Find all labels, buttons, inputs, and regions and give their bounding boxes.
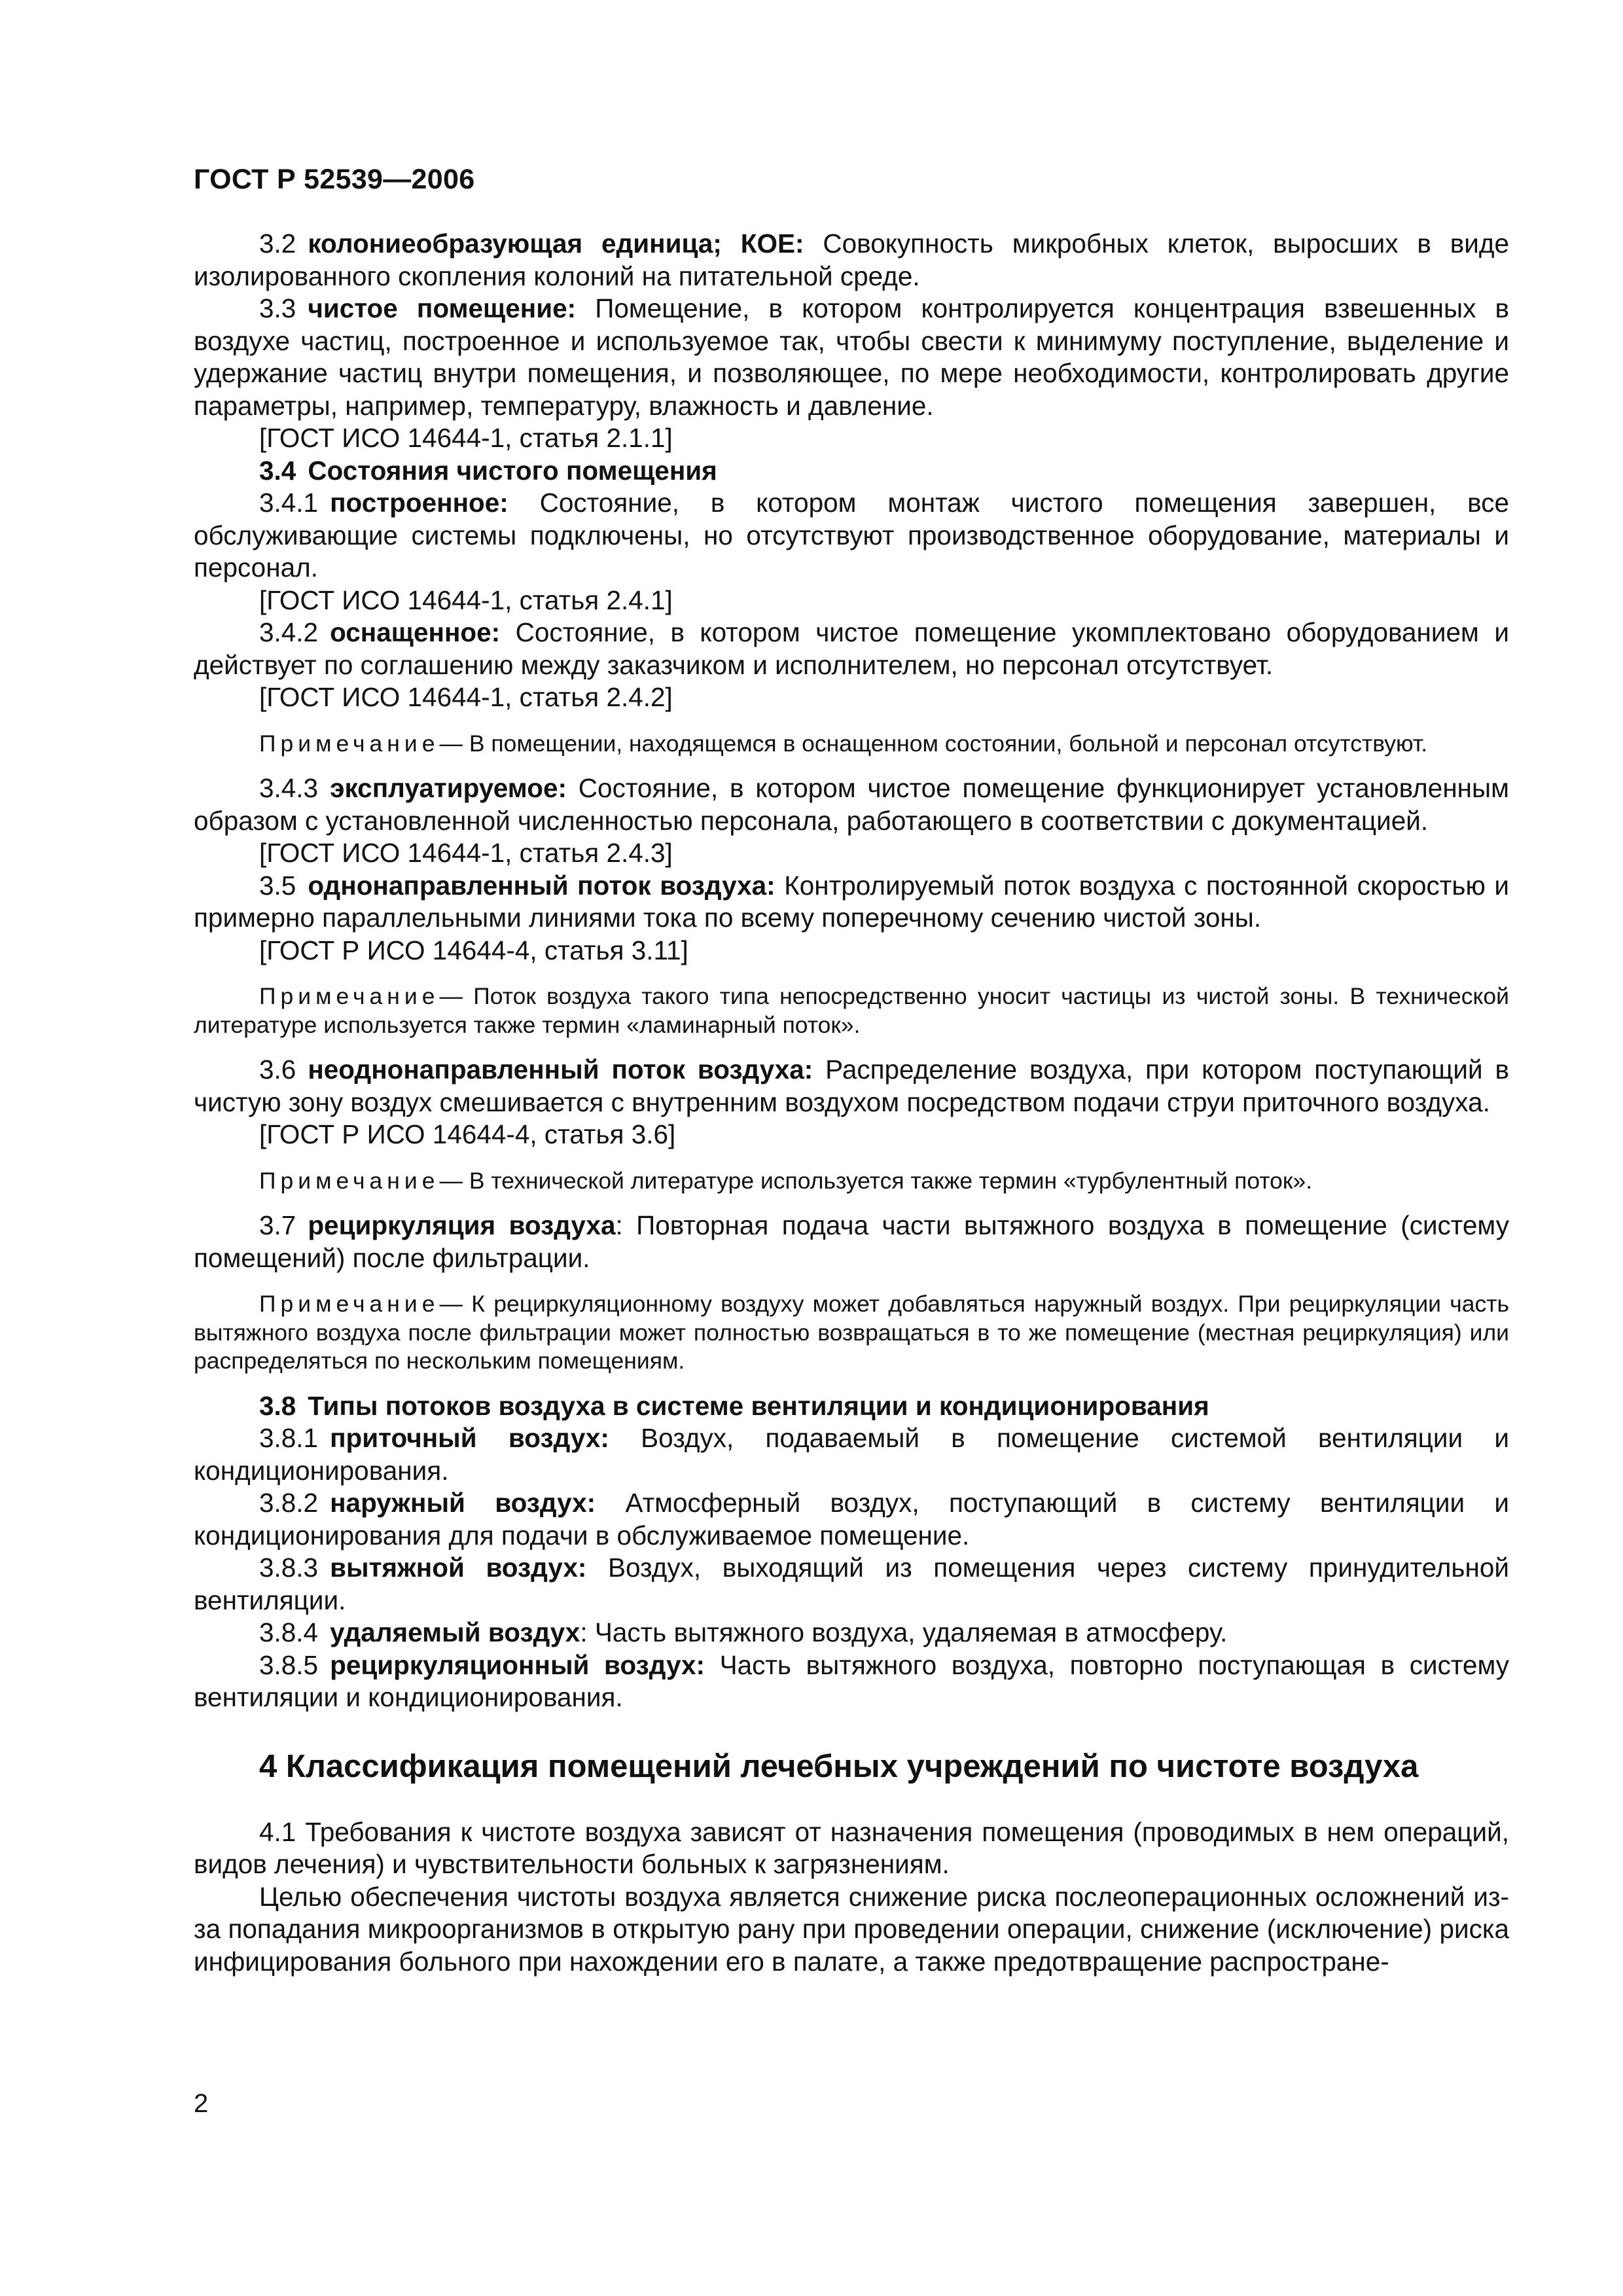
note-label: Примечание <box>259 1167 440 1194</box>
term: оснащенное: <box>330 617 501 647</box>
clause-heading-3-8: 3.8 Типы потоков воздуха в системе вентиляции и кондиционирования <box>259 1390 1209 1421</box>
clause-3-7: 3.7 рециркуляция воздуха: Повторная подача части вытяжного воздуха в помещение (систему помещений) после фильтрации. <box>194 1210 1509 1273</box>
term: вытяжной воздух: <box>330 1552 587 1583</box>
term: чистое помещение: <box>308 293 577 323</box>
term: эксплуатируемое: <box>330 773 567 803</box>
reference: [ГОСТ Р ИСО 14644-4, статья 3.11] <box>259 935 688 965</box>
note: Примечание— В помещении, находящемся в оснащенном состоянии, больной и персонал отсутствуют. <box>259 730 1428 757</box>
clause-3-8-1: 3.8.1 приточный воздух: Воздух, подаваемый в помещение системой вентиляции и кондиционирования. <box>194 1423 1510 1486</box>
note: Примечание— Поток воздуха такого типа непосредственно уносит частицы из чистой зоны. В технической литературе используется также термин «ламинарный поток». <box>194 983 1509 1038</box>
clause-3-4-1: 3.4.1 построенное: Состояние, в котором монтаж чистого помещения завершен, все обслуживающие системы подключены, но отсутствуют производственное оборудование, материалы и персонал. <box>194 488 1509 583</box>
clause-3-8-3: 3.8.3 вытяжной воздух: Воздух, выходящий из помещения через систему принудительной вентиляции. <box>194 1552 1509 1615</box>
reference: [ГОСТ Р ИСО 14644-4, статья 3.6] <box>259 1119 676 1149</box>
reference: [ГОСТ ИСО 14644-1, статья 2.4.1] <box>259 584 673 615</box>
reference: [ГОСТ ИСО 14644-1, статья 2.4.3] <box>259 838 673 868</box>
note: Примечание— К рециркуляционному воздуху может добавляться наружный воздух. При рециркуляции часть вытяжного воздуха после фильтрации может полностью возвращаться в то же помещение (местная рециркуляция) или распределяться по нескольким помещениям. <box>194 1291 1509 1374</box>
page-content <box>194 228 1509 1978</box>
term: удаляемый воздух <box>330 1617 580 1647</box>
note-label: Примечание <box>259 1291 440 1317</box>
clause-3-3: 3.3 чистое помещение: Помещение, в котором контролируется концентрация взвешенных в воздухе частиц, построенное и используемое так, чтобы свести к минимуму поступление, выделение и удержание частиц внутри помещения, и позволяющее, по мере необходимости, контролировать другие параметры, например, температуру, влажность и давление. <box>194 293 1510 421</box>
page-number: 2 <box>194 2089 209 2118</box>
term: рециркуляция воздуха <box>308 1210 616 1240</box>
clause-3-4-3: 3.4.3 эксплуатируемое: Состояние, в котором чистое помещение функционирует установленным образом с установленной численностью персонала, работающего в соответствии с документацией. <box>194 773 1509 836</box>
reference: [ГОСТ ИСО 14644-1, статья 2.4.2] <box>259 682 673 712</box>
term: колониеобразующая единица; КОЕ: <box>308 228 804 259</box>
term: наружный воздух: <box>330 1488 596 1518</box>
clause-3-8-5: 3.8.5 рециркуляционный воздух: Часть вытяжного воздуха, повторно поступающая в систему вентиляции и кондиционирования. <box>194 1649 1509 1712</box>
term: рециркуляционный воздух: <box>330 1649 705 1680</box>
document-header: ГОСТ Р 52539—2006 <box>194 164 475 195</box>
clause-3-4-2: 3.4.2 оснащенное: Состояние, в котором чистое помещение укомплектовано оборудованием и действует по соглашению между заказчиком и исполнителем, но персонал отсутствует. <box>194 617 1509 680</box>
clause-heading-3-4: 3.4 Состояния чистого помещения <box>259 455 717 486</box>
clause-3-6: 3.6 неоднонаправленный поток воздуха: Распределение воздуха, при котором поступающий в чистую зону воздух смешивается с внутренним воздухом посредством подачи струи приточного воздуха. <box>194 1054 1509 1117</box>
clause-3-2: 3.2 колониеобразующая единица; КОЕ: Совокупность микробных клеток, выросших в виде изолированного скопления колоний на питательной среде. <box>194 228 1509 291</box>
clause-3-8-4: 3.8.4 удаляемый воздух: Часть вытяжного воздуха, удаляемая в атмосферу. <box>259 1617 1228 1647</box>
clause-4-1-paragraph: Целью обеспечения чистоты воздуха является снижение риска послеоперационных осложнений из-за попадания микроорганизмов в открытую рану при проведении операции, снижение (исключение) риска инфицирования больного при нахождении его в палате, а также предотвращение распростране- <box>194 1881 1509 1977</box>
note-label: Примечание <box>259 983 440 1009</box>
note: Примечание— В технической литературе используется также термин «турбулентный поток». <box>259 1167 1313 1194</box>
term: неоднонаправленный поток воздуха: <box>308 1054 813 1085</box>
section-4-title: 4 Классификация помещений лечебных учреждений по чистоте воздуха <box>259 1748 1419 1784</box>
clause-3-8-2: 3.8.2 наружный воздух: Атмосферный воздух, поступающий в систему вентиляции и кондиционирования для подачи в обслуживаемое помещение. <box>194 1488 1509 1551</box>
term: приточный воздух: <box>330 1423 609 1453</box>
term: однонаправленный поток воздуха: <box>308 870 776 901</box>
clause-3-5: 3.5 однонаправленный поток воздуха: Контролируемый поток воздуха с постоянной скоростью и примерно параллельными линиями тока по всему поперечному сечению чистой зоны. <box>194 870 1509 933</box>
clause-4-1: 4.1 Требования к чистоте воздуха зависят от назначения помещения (проводимых в нем операций, видов лечения) и чувствительности больных к загрязнениям. <box>194 1816 1509 1879</box>
reference: [ГОСТ ИСО 14644-1, статья 2.1.1] <box>259 423 673 453</box>
term: построенное: <box>330 488 508 518</box>
note-label: Примечание <box>259 730 440 757</box>
